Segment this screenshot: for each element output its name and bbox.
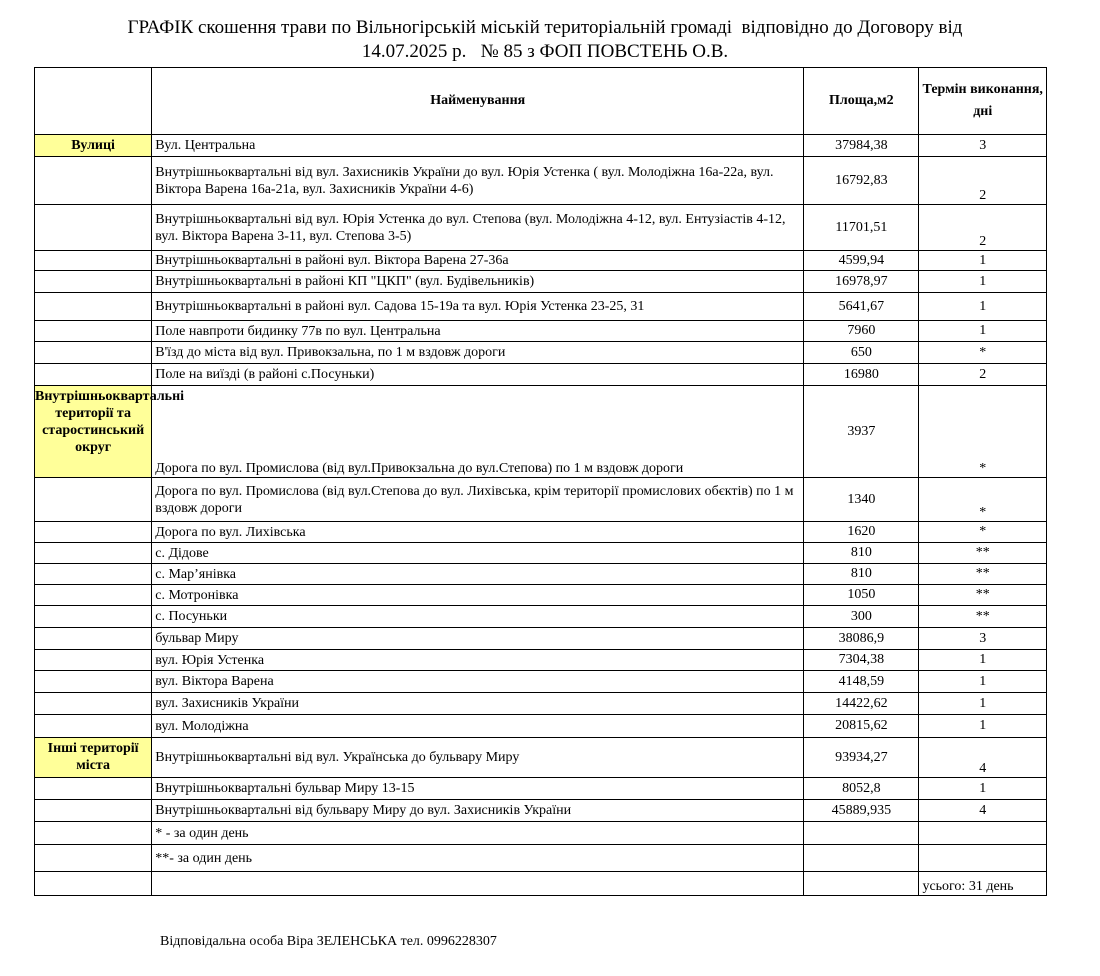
row-area: 650: [804, 342, 919, 364]
row-area: 1050: [804, 585, 919, 606]
category-inner-label: Внутрішньоквартальні території та старостинський округ: [35, 389, 185, 455]
row-term: 1: [919, 650, 1047, 671]
row-area: 5641,67: [804, 293, 919, 321]
table-row: [35, 715, 1047, 738]
table-row: [35, 293, 1047, 321]
note-row: [35, 822, 1047, 845]
table-row: [35, 478, 1047, 522]
row-name: с. Мар’янівка: [152, 564, 804, 585]
header-category: [35, 68, 152, 135]
header-row: [35, 68, 1047, 135]
row-area: 45889,935: [804, 800, 919, 822]
table-row: [35, 342, 1047, 364]
row-area: 7304,38: [804, 650, 919, 671]
row-area: 3937: [804, 386, 919, 478]
row-name: Внутрішньоквартальні бульвар Миру 13-15: [152, 778, 804, 800]
row-name: вул. Молодіжна: [152, 715, 804, 738]
note-one-star: * - за один день: [152, 822, 804, 845]
category-cell: [35, 564, 152, 585]
category-cell: [35, 478, 152, 522]
category-cell: [35, 271, 152, 293]
category-streets: Вулиці: [35, 135, 152, 157]
row-area: 38086,9: [804, 628, 919, 650]
category-cell: [35, 205, 152, 251]
category-inner: [35, 386, 185, 478]
table-row: [35, 135, 1047, 157]
category-cell: [35, 693, 152, 715]
row-name: с. Мотронівка: [152, 585, 804, 606]
row-name: Внутрішньоквартальні в районі КП "ЦКП" (вул. Будівельників): [152, 271, 804, 293]
row-term: *: [919, 342, 1047, 364]
category-cell: [35, 251, 152, 271]
empty-cell: [919, 845, 1047, 872]
table-row: [35, 564, 1047, 585]
category-cell: [35, 364, 152, 386]
table-row: [35, 271, 1047, 293]
document-title: [40, 16, 1050, 64]
row-area: 4148,59: [804, 671, 919, 693]
empty-cell: [804, 822, 919, 845]
title-line-2: 14.07.2025 р. № 85 з ФОП ПОВСТЕНЬ О.В.: [361, 41, 729, 62]
row-name: с. Посуньки: [152, 606, 804, 628]
row-term: **: [919, 564, 1047, 585]
table-row: [35, 543, 1047, 564]
table-row: [35, 157, 1047, 205]
row-term: 1: [919, 271, 1047, 293]
empty-cell: [919, 822, 1047, 845]
row-term: **: [919, 606, 1047, 628]
row-term: 1: [919, 671, 1047, 693]
row-name: вул. Юрія Устенка: [152, 650, 804, 671]
table-row: [35, 693, 1047, 715]
row-area: 300: [804, 606, 919, 628]
category-other: [35, 738, 152, 778]
empty-cell: [804, 872, 919, 896]
row-name: бульвар Миру: [152, 628, 804, 650]
row-name: Дорога по вул. Промислова (від вул.Степова до вул. Лихівська, крім території промислових обєктів) по 1 м вздовж дороги: [152, 478, 804, 522]
table-row: [35, 628, 1047, 650]
row-term: *: [919, 522, 1047, 543]
row-area: 11701,51: [804, 205, 919, 251]
table-row: [35, 251, 1047, 271]
row-term: **: [919, 543, 1047, 564]
row-area: 16980: [804, 364, 919, 386]
row-name: Дорога по вул. Промислова (від вул.Привокзальна до вул.Степова) по 1 м вздовж дороги: [152, 386, 804, 478]
row-name: Внутрішньоквартальні від бульвару Миру до вул. Захисників України: [152, 800, 804, 822]
row-name: Внутрішньоквартальні в районі вул. Садова 15-19а та вул. Юрія Устенка 23-25, 31: [152, 293, 804, 321]
row-name: Внутрішньоквартальні від вул. Юрія Устенка до вул. Степова (вул. Молодіжна 4-12, вул. Ентузіастів 4-12, вул. Віктора Варена 3-11, вул. Степова 3-5): [152, 205, 804, 251]
row-area: 93934,27: [804, 738, 919, 778]
row-name: вул. Віктора Варена: [152, 671, 804, 693]
row-area: 16978,97: [804, 271, 919, 293]
category-cell: [35, 778, 152, 800]
table-row: [35, 606, 1047, 628]
row-term: *: [919, 386, 1047, 478]
row-term: 1: [919, 251, 1047, 271]
row-term: 4: [919, 738, 1047, 778]
row-area: 1620: [804, 522, 919, 543]
responsible-person: Відповідальна особа Віра ЗЕЛЕНСЬКА тел. 0996228307: [160, 934, 497, 949]
row-name: Поле на виїзді (в районі с.Посуньки): [152, 364, 804, 386]
category-other-label: Інші території міста: [47, 741, 139, 773]
row-term: 1: [919, 693, 1047, 715]
table-row: [35, 522, 1047, 543]
row-term: 1: [919, 321, 1047, 342]
category-cell: [35, 715, 152, 738]
table-row: [35, 205, 1047, 251]
category-cell: [35, 872, 152, 896]
category-cell: [35, 822, 152, 845]
row-area: 37984,38: [804, 135, 919, 157]
row-term: 1: [919, 778, 1047, 800]
total-row: [35, 872, 1047, 896]
row-area: 20815,62: [804, 715, 919, 738]
row-area: 810: [804, 564, 919, 585]
table-row: [35, 671, 1047, 693]
note-row: [35, 845, 1047, 872]
row-term: 2: [919, 157, 1047, 205]
category-cell: [35, 650, 152, 671]
category-cell: [35, 800, 152, 822]
table-row: [35, 364, 1047, 386]
row-term: 4: [919, 800, 1047, 822]
note-two-star: **- за один день: [152, 845, 804, 872]
row-term: *: [919, 478, 1047, 522]
table-row: [35, 800, 1047, 822]
row-name: вул. Захисників України: [152, 693, 804, 715]
category-cell: [35, 671, 152, 693]
header-area: Площа,м2: [804, 68, 919, 135]
total-days: усього: 31 день: [919, 872, 1047, 896]
row-area: 7960: [804, 321, 919, 342]
empty-cell: [804, 845, 919, 872]
category-cell: [35, 606, 152, 628]
row-name: Дорога по вул. Лихівська: [152, 522, 804, 543]
table-row: [35, 386, 1047, 478]
row-term: 2: [919, 205, 1047, 251]
row-area: 14422,62: [804, 693, 919, 715]
row-area: 16792,83: [804, 157, 919, 205]
category-cell: [35, 293, 152, 321]
row-term: 3: [919, 135, 1047, 157]
category-cell: [35, 585, 152, 606]
table-row: [35, 321, 1047, 342]
row-name: Внутрішньоквартальні від вул. Українська до бульвару Миру: [152, 738, 804, 778]
header-name: Найменування: [152, 68, 804, 135]
row-term: 1: [919, 715, 1047, 738]
row-area: 1340: [804, 478, 919, 522]
category-cell: [35, 845, 152, 872]
table-row: [35, 585, 1047, 606]
header-term: Термін виконання, дні: [919, 68, 1047, 135]
row-area: 8052,8: [804, 778, 919, 800]
row-name: с. Дідове: [152, 543, 804, 564]
row-area: 4599,94: [804, 251, 919, 271]
row-name: Вул. Центральна: [152, 135, 804, 157]
empty-cell: [152, 872, 804, 896]
table-row: [35, 778, 1047, 800]
title-line-1: ГРАФІК скошення трави по Вільногірській міській територіальній громаді відповідно до Договору від: [127, 17, 963, 38]
row-name: Поле навпроти бидинку 77в по вул. Центральна: [152, 321, 804, 342]
mowing-schedule-table: [34, 67, 1047, 896]
table-row: [35, 650, 1047, 671]
table-row: [35, 738, 1047, 778]
row-name: В'їзд до міста від вул. Привокзальна, по 1 м вздовж дороги: [152, 342, 804, 364]
row-term: 3: [919, 628, 1047, 650]
row-name: Внутрішньоквартальні в районі вул. Віктора Варена 27-36а: [152, 251, 804, 271]
row-term: **: [919, 585, 1047, 606]
category-cell: [35, 342, 152, 364]
category-cell: [35, 157, 152, 205]
category-cell: [35, 628, 152, 650]
category-cell: [35, 522, 152, 543]
category-cell: [35, 543, 152, 564]
row-name: Внутрішньоквартальні від вул. Захисників України до вул. Юрія Устенка ( вул. Молодіжна 16а-22а, вул. Віктора Варена 16а-21а, вул. Захисників України 4-6): [152, 157, 804, 205]
row-term: 2: [919, 364, 1047, 386]
row-term: 1: [919, 293, 1047, 321]
row-area: 810: [804, 543, 919, 564]
category-cell: [35, 321, 152, 342]
